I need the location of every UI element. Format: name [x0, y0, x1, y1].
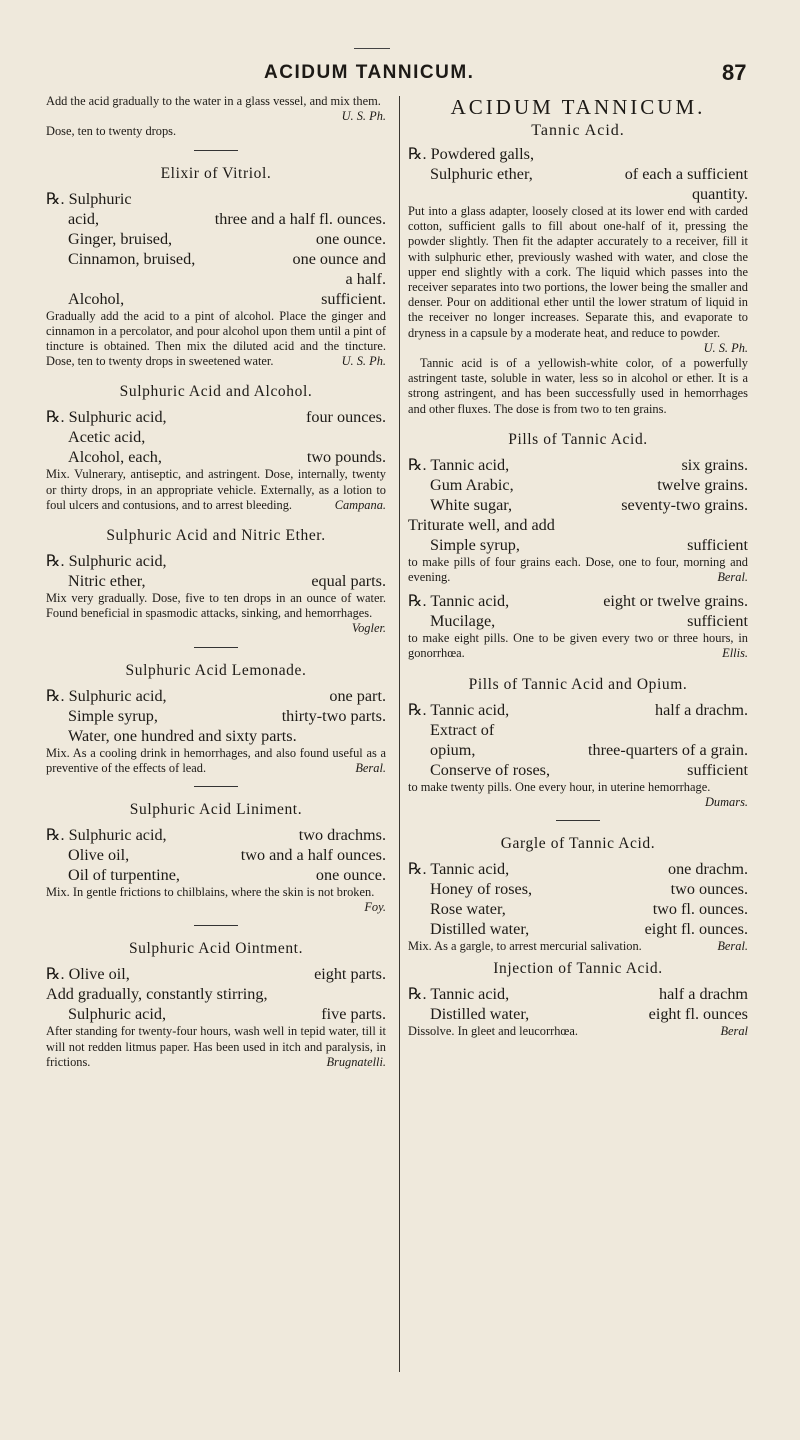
- recipe-line: Alcohol, sufficient.: [68, 289, 386, 308]
- recipe-line: ℞. Tannic acid, eight or twelve grains.: [408, 592, 748, 611]
- recipe-line: ℞. Olive oil, eight parts.: [46, 965, 386, 984]
- signature: Beral.: [355, 760, 386, 775]
- recipe-note: Put into a glass adapter, loosely closed at its lower end with carded cotton, sufficient galls to fill about one-half of it, pressing the powder slightly. Then fit the adapter accurately to a receiver, fill it with sulphuric ether, previously washed with water, and close the upper end slightly with a cork. The liquid which passes into the receiver separates into two portions, the lower being the smaller and denser. Pour on additional ether until the lower stratum of liquid in the receiver no longer increases. Separate this, and evaporate to dryness in a capsule by a moderate heat, and reduce to powder. U. S. Ph.: [408, 204, 748, 355]
- separator: [194, 786, 238, 787]
- recipe-note: Mix. Vulnerary, antiseptic, and astringent. Dose, internally, twenty or thirty drops, in an appropriate vehicle. Externally, as a lotion to foul ulcers and contusions, and to arrest bleeding. Campana.: [46, 467, 386, 512]
- signature: Beral.: [717, 570, 748, 585]
- signature: U. S. Ph.: [703, 340, 748, 355]
- recipe-line: ℞. Sulphuric acid,: [46, 552, 167, 571]
- recipe-line: ℞. Sulphuric acid, four ounces.: [46, 408, 386, 427]
- section-heading: Sulphuric Acid Liniment.: [129, 801, 303, 819]
- page-header: [0, 62, 800, 88]
- article-subtitle: Tannic Acid.: [531, 122, 625, 139]
- signature: Campana.: [334, 497, 386, 512]
- recipe-line: Oil of turpentine, one ounce.: [68, 866, 386, 885]
- recipe-line: Triturate well, and add: [408, 515, 555, 534]
- recipe-line: ℞. Sulphuric: [46, 189, 132, 208]
- recipe-line: quantity.: [691, 185, 748, 203]
- signature: Beral: [720, 1024, 748, 1039]
- signature: U. S. Ph.: [341, 109, 386, 124]
- recipe-note: Mix. In gentle frictions to chilblains, where the skin is not broken. Foy.: [46, 885, 386, 915]
- recipe-line: opium, three-quarters of a grain.: [430, 740, 748, 759]
- recipe-line: ℞. Powdered galls,: [408, 145, 535, 163]
- intro-note: Add the acid gradually to the water in a glass vessel, and mix them. U. S. Ph.: [46, 94, 386, 124]
- recipe-line: Olive oil, two and a half ounces.: [68, 846, 386, 865]
- separator: [194, 647, 238, 648]
- recipe-line: Acetic acid,: [68, 428, 146, 447]
- recipe-line: ℞. Sulphuric acid, two drachms.: [46, 826, 386, 845]
- section-heading: Pills of Tannic Acid.: [508, 430, 648, 448]
- recipe-line: Extract of: [430, 720, 495, 739]
- recipe-line: Mucilage, sufficient: [430, 612, 748, 631]
- recipe-line: acid, three and a half fl. ounces.: [68, 209, 386, 228]
- recipe-line: Simple syrup, sufficient: [430, 535, 748, 554]
- recipe-line: Water, one hundred and sixty parts.: [68, 726, 297, 745]
- recipe-line: Conserve of roses, sufficient: [430, 760, 748, 779]
- column-divider: [399, 96, 400, 1372]
- running-title: ACIDUM TANNICUM.: [264, 62, 475, 83]
- recipe-note: Mix. As a cooling drink in hemorrhages, and also found useful as a preventive of the effects of lead. Beral.: [46, 745, 386, 775]
- recipe-line: ℞. Tannic acid, six grains.: [408, 455, 748, 474]
- recipe-line: Distilled water, eight fl. ounces: [430, 1005, 748, 1024]
- recipe-line: Ginger, bruised, one ounce.: [68, 229, 386, 248]
- recipe-line: ℞. Tannic acid, one drachm.: [408, 860, 748, 879]
- recipe-line: Add gradually, constantly stirring,: [46, 985, 268, 1004]
- signature: Brugnatelli.: [326, 1054, 386, 1069]
- section-heading: Sulphuric Acid Lemonade.: [125, 661, 307, 679]
- recipe-line: Sulphuric ether, of each a sufficient: [430, 165, 748, 183]
- recipe-line: White sugar, seventy-two grains.: [430, 495, 748, 514]
- separator: [556, 820, 600, 821]
- signature: Ellis.: [722, 646, 748, 661]
- recipe-line: a half.: [345, 269, 386, 288]
- separator: [194, 150, 238, 151]
- section-heading: Injection of Tannic Acid.: [493, 960, 663, 978]
- right-column: [408, 94, 748, 1039]
- recipe-line: Cinnamon, bruised, one ounce and: [68, 249, 386, 268]
- section-heading: Sulphuric Acid Ointment.: [128, 940, 304, 958]
- recipe-note: Dissolve. In gleet and leucorrhœa. Beral: [408, 1024, 748, 1039]
- signature: U. S. Ph.: [341, 354, 386, 369]
- signature: Beral.: [717, 939, 748, 954]
- recipe-note: to make twenty pills. One every hour, in uterine hemorrhage. Dumars.: [408, 779, 748, 809]
- recipe-note: Gradually add the acid to a pint of alcohol. Place the ginger and cinnamon in a percolator, and pour alcohol upon them until a pint of tincture is obtained. Then mix the diluted acid and the tincture. Dose, ten to twenty drops in sweetened water. U. S. Ph.: [46, 308, 386, 369]
- recipe-line: Sulphuric acid, five parts.: [68, 1005, 386, 1024]
- recipe-line: Honey of roses, two ounces.: [430, 880, 748, 899]
- recipe-line: Gum Arabic, twelve grains.: [430, 475, 748, 494]
- recipe-note: Mix very gradually. Dose, five to ten drops in an ounce of water. Found beneficial in spasmodic attacks, sinking, and hemorrhages. Vogler.: [46, 591, 386, 636]
- recipe-line: Distilled water, eight fl. ounces.: [430, 920, 748, 939]
- left-column: [46, 94, 386, 1070]
- page-number: 87: [722, 60, 747, 85]
- recipe-line: ℞. Sulphuric acid, one part.: [46, 686, 386, 705]
- section-heading: Elixir of Vitriol.: [160, 164, 272, 182]
- description-note: Tannic acid is of a yellowish-white color, of a powerfully astringent taste, soluble in water, less so in alcohol or ether. It is a strong astringent, and has been successfully used in hemorrhages and other fluxes. The dose is from two to ten grains.: [408, 356, 748, 416]
- section-heading: Gargle of Tannic Acid.: [500, 835, 656, 853]
- section-heading: Sulphuric Acid and Nitric Ether.: [106, 527, 326, 545]
- recipe-line: Rose water, two fl. ounces.: [430, 900, 748, 919]
- recipe-note: After standing for twenty-four hours, wash well in tepid water, till it will not redden litmus paper. Has been used in itch and paralysis, in frictions. Brugnatelli.: [46, 1024, 386, 1069]
- header-ornament: [354, 48, 390, 49]
- signature: Foy.: [364, 900, 386, 915]
- recipe-line: ℞. Tannic acid, half a drachm.: [408, 700, 748, 719]
- separator: [194, 925, 238, 926]
- recipe-note: Mix. As a gargle, to arrest mercurial salivation. Beral.: [408, 939, 748, 954]
- section-heading: Sulphuric Acid and Alcohol.: [119, 383, 313, 401]
- article-title: ACIDUM TANNICUM.: [450, 95, 706, 119]
- section-heading: Pills of Tannic Acid and Opium.: [468, 675, 688, 693]
- recipe-note: to make pills of four grains each. Dose, one to four, morning and evening. Beral.: [408, 554, 748, 585]
- recipe-note: to make eight pills. One to be given every two or three hours, in gonorrhœa. Ellis.: [408, 631, 748, 661]
- recipe-line: ℞. Tannic acid, half a drachm: [408, 985, 748, 1004]
- signature: Dumars.: [704, 794, 748, 809]
- recipe-line: Simple syrup, thirty-two parts.: [68, 706, 386, 725]
- signature: Vogler.: [351, 621, 386, 636]
- recipe-line: Alcohol, each, two pounds.: [68, 448, 386, 467]
- intro-dose: Dose, ten to twenty drops.: [46, 124, 177, 139]
- recipe-line: Nitric ether, equal parts.: [68, 572, 386, 591]
